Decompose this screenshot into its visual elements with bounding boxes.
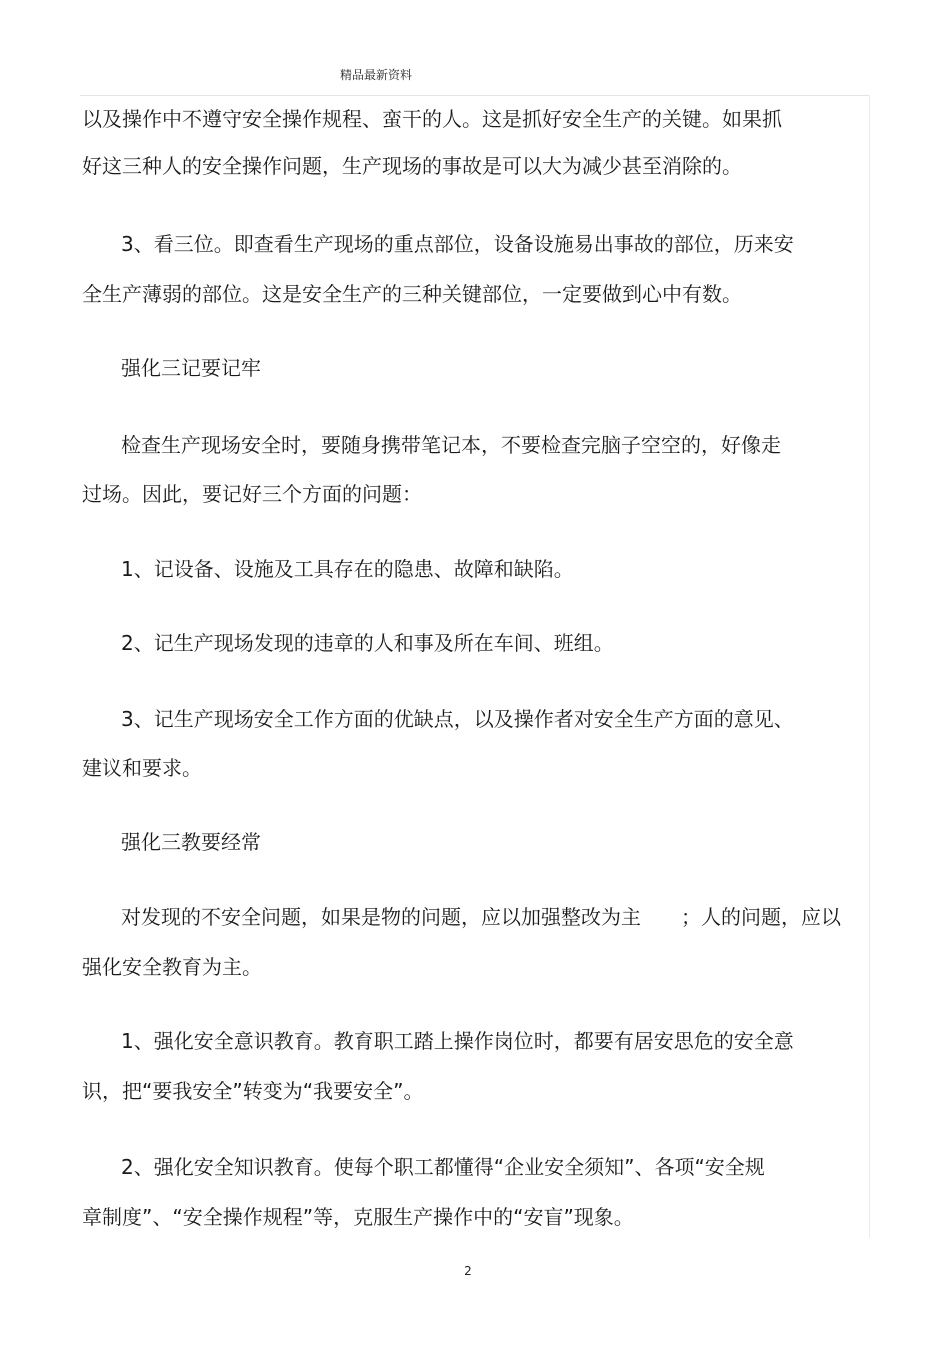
text-line: 过场。因此，要记好三个方面的问题：: [82, 482, 422, 506]
text-line: 建议和要求。: [82, 756, 202, 780]
section-heading: 强化三教要经常: [121, 830, 261, 854]
list-item: 1、强化安全意识教育。教育职工踏上操作岗位时，都要有居安思危的安全意: [121, 1029, 794, 1053]
text-line: 识，把“要我安全”转变为“我要安全”。: [82, 1079, 424, 1103]
text-line: 章制度”、“安全操作规程”等，克服生产操作中的“安盲”现象。: [82, 1205, 634, 1229]
page-header: 精品最新资料: [340, 68, 413, 82]
text-line: 好这三种人的安全操作问题，生产现场的事故是可以大为减少甚至消除的。: [82, 154, 742, 178]
text-line: 以及操作中不遵守安全操作规程、蛮干的人。这是抓好安全生产的关键。如果抓: [82, 107, 782, 131]
text-line: 全生产薄弱的部位。这是安全生产的三种关键部位，一定要做到心中有数。: [82, 282, 742, 306]
page-number: 2: [464, 1264, 472, 1278]
text-line: 检查生产现场安全时，要随身携带笔记本，不要检查完脑子空空的，好像走: [121, 433, 781, 457]
list-item: 2、记生产现场发现的违章的人和事及所在车间、班组。: [121, 631, 614, 655]
list-item: 2、强化安全知识教育。使每个职工都懂得“企业安全须知”、各项“安全规: [121, 1155, 765, 1179]
list-item: 3、记生产现场安全工作方面的优缺点，以及操作者对安全生产方面的意见、: [121, 707, 794, 731]
right-margin-line: [869, 95, 870, 1238]
section-heading: 强化三记要记牢: [121, 356, 261, 380]
text-line: 3、看三位。即查看生产现场的重点部位，设备设施易出事故的部位，历来安: [121, 232, 794, 256]
header-divider: [80, 95, 870, 96]
list-item: 1、记设备、设施及工具存在的隐患、故障和缺陷。: [121, 557, 574, 581]
text-line: 强化安全教育为主。: [82, 955, 262, 979]
text-line: 对发现的不安全问题，如果是物的问题，应以加强整改为主 ；人的问题，应以: [121, 905, 841, 929]
